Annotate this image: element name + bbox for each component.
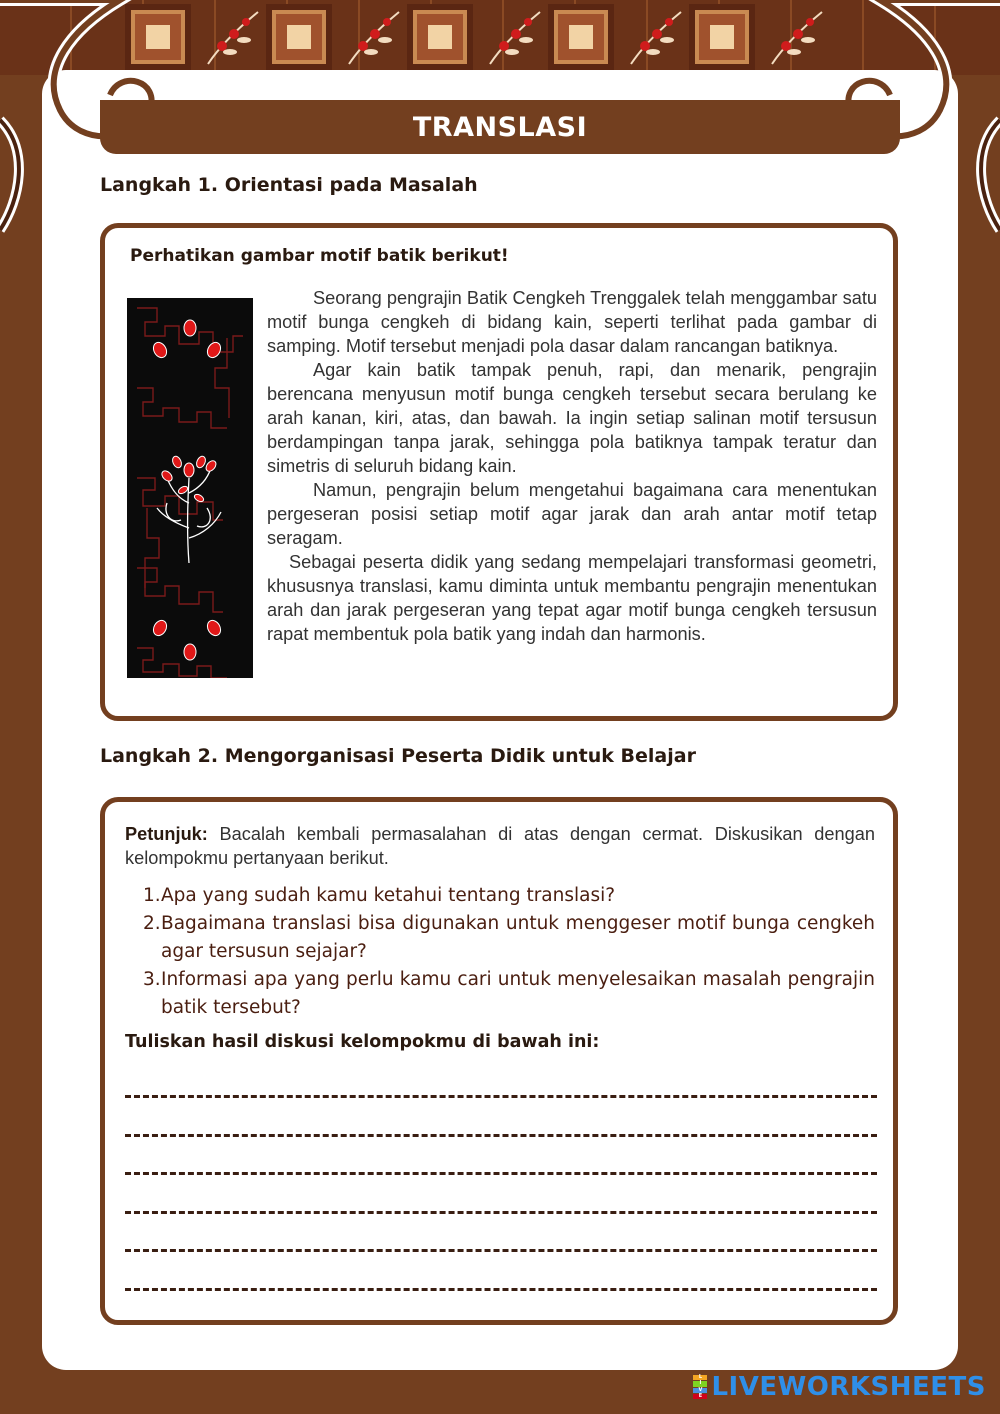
liveworksheets-logo-text: LIVEWORKSHEETS — [711, 1372, 986, 1402]
answer-line[interactable] — [125, 1086, 877, 1098]
question-text: Apa yang sudah kamu ketahui tentang translasi? — [161, 885, 616, 906]
problem-box-title: Perhatikan gambar motif batik berikut! — [130, 246, 509, 266]
batik-tile — [689, 4, 755, 70]
question-number: 1. — [143, 885, 161, 906]
story-paragraph: Sebagai peserta didik yang sedang mempelajari transformasi geometri, khususnya translasi, kamu diminta untuk membantu pengrajin menentukan arah dan jarak pergeseran yang tepat agar motif bunga cengkeh tersusun rapat membentuk pola batik yang indah dan harmonis. — [267, 552, 877, 644]
liveworksheets-logo-mark: L I V E — [693, 1375, 707, 1399]
instruction-label: Petunjuk: — [125, 824, 208, 844]
discussion-box — [100, 797, 898, 1325]
answer-line[interactable] — [125, 1252, 877, 1291]
question-number: 3. — [143, 969, 161, 990]
clove-sprig-icon — [482, 6, 548, 68]
question-item — [125, 910, 875, 966]
instruction-text — [125, 822, 875, 870]
clove-sprig-icon — [200, 6, 266, 68]
clove-sprig-icon — [623, 6, 689, 68]
answer-line[interactable] — [125, 1137, 877, 1176]
batik-tile — [407, 4, 473, 70]
liveworksheets-logo[interactable] — [693, 1372, 986, 1402]
title-bar — [100, 100, 900, 154]
page-title: TRANSLASI — [412, 111, 588, 143]
story-paragraph: Agar kain batik tampak penuh, rapi, dan menarik, pengrajin berencana menyusun motif bunga cengkeh tersebut secara berulang ke arah kanan, kiri, atas, dan bawah. Ia ingin setiap salinan motif tersusun berdampingan tanpa jarak, sehingga pola batiknya tampak teratur dan simetris di seluruh bidang kain. — [267, 360, 877, 476]
question-item — [125, 966, 875, 1022]
question-list — [125, 882, 875, 1022]
step2-heading: Langkah 2. Mengorganisasi Peserta Didik untuk Belajar — [100, 745, 696, 767]
answer-line[interactable] — [125, 1175, 877, 1214]
batik-tile — [266, 4, 332, 70]
question-text: Bagaimana translasi bisa digunakan untuk menggeser motif bunga cengkeh agar tersusun sejajar? — [161, 913, 875, 962]
answer-line[interactable] — [125, 1214, 877, 1253]
answer-lines[interactable] — [125, 1086, 877, 1291]
problem-box — [100, 223, 898, 721]
question-item — [125, 882, 875, 910]
story-paragraph: Seorang pengrajin Batik Cengkeh Trenggalek telah menggambar satu motif bunga cengkeh di bidang kain, seperti terlihat pada gambar di samping. Motif tersebut menjadi pola dasar dalam rancangan batiknya. — [267, 288, 877, 356]
instruction-body: Bacalah kembali permasalahan di atas dengan cermat. Diskusikan dengan kelompokmu pertanyaan berikut. — [125, 824, 875, 868]
step1-heading: Langkah 1. Orientasi pada Masalah — [100, 174, 478, 196]
answer-prompt: Tuliskan hasil diskusi kelompokmu di bawah ini: — [125, 1032, 600, 1052]
problem-story — [267, 286, 877, 646]
question-text: Informasi apa yang perlu kamu cari untuk menyelesaikan masalah pengrajin batik tersebut? — [161, 969, 875, 1018]
batik-motif-image — [127, 298, 253, 678]
question-number: 2. — [143, 913, 161, 934]
answer-line[interactable] — [125, 1098, 877, 1137]
story-paragraph: Namun, pengrajin belum mengetahui bagaimana cara menentukan pergeseran posisi setiap motif agar jarak dan arah antar motif tetap seragam. — [267, 480, 877, 548]
batik-tile — [548, 4, 614, 70]
clove-sprig-icon — [341, 6, 407, 68]
